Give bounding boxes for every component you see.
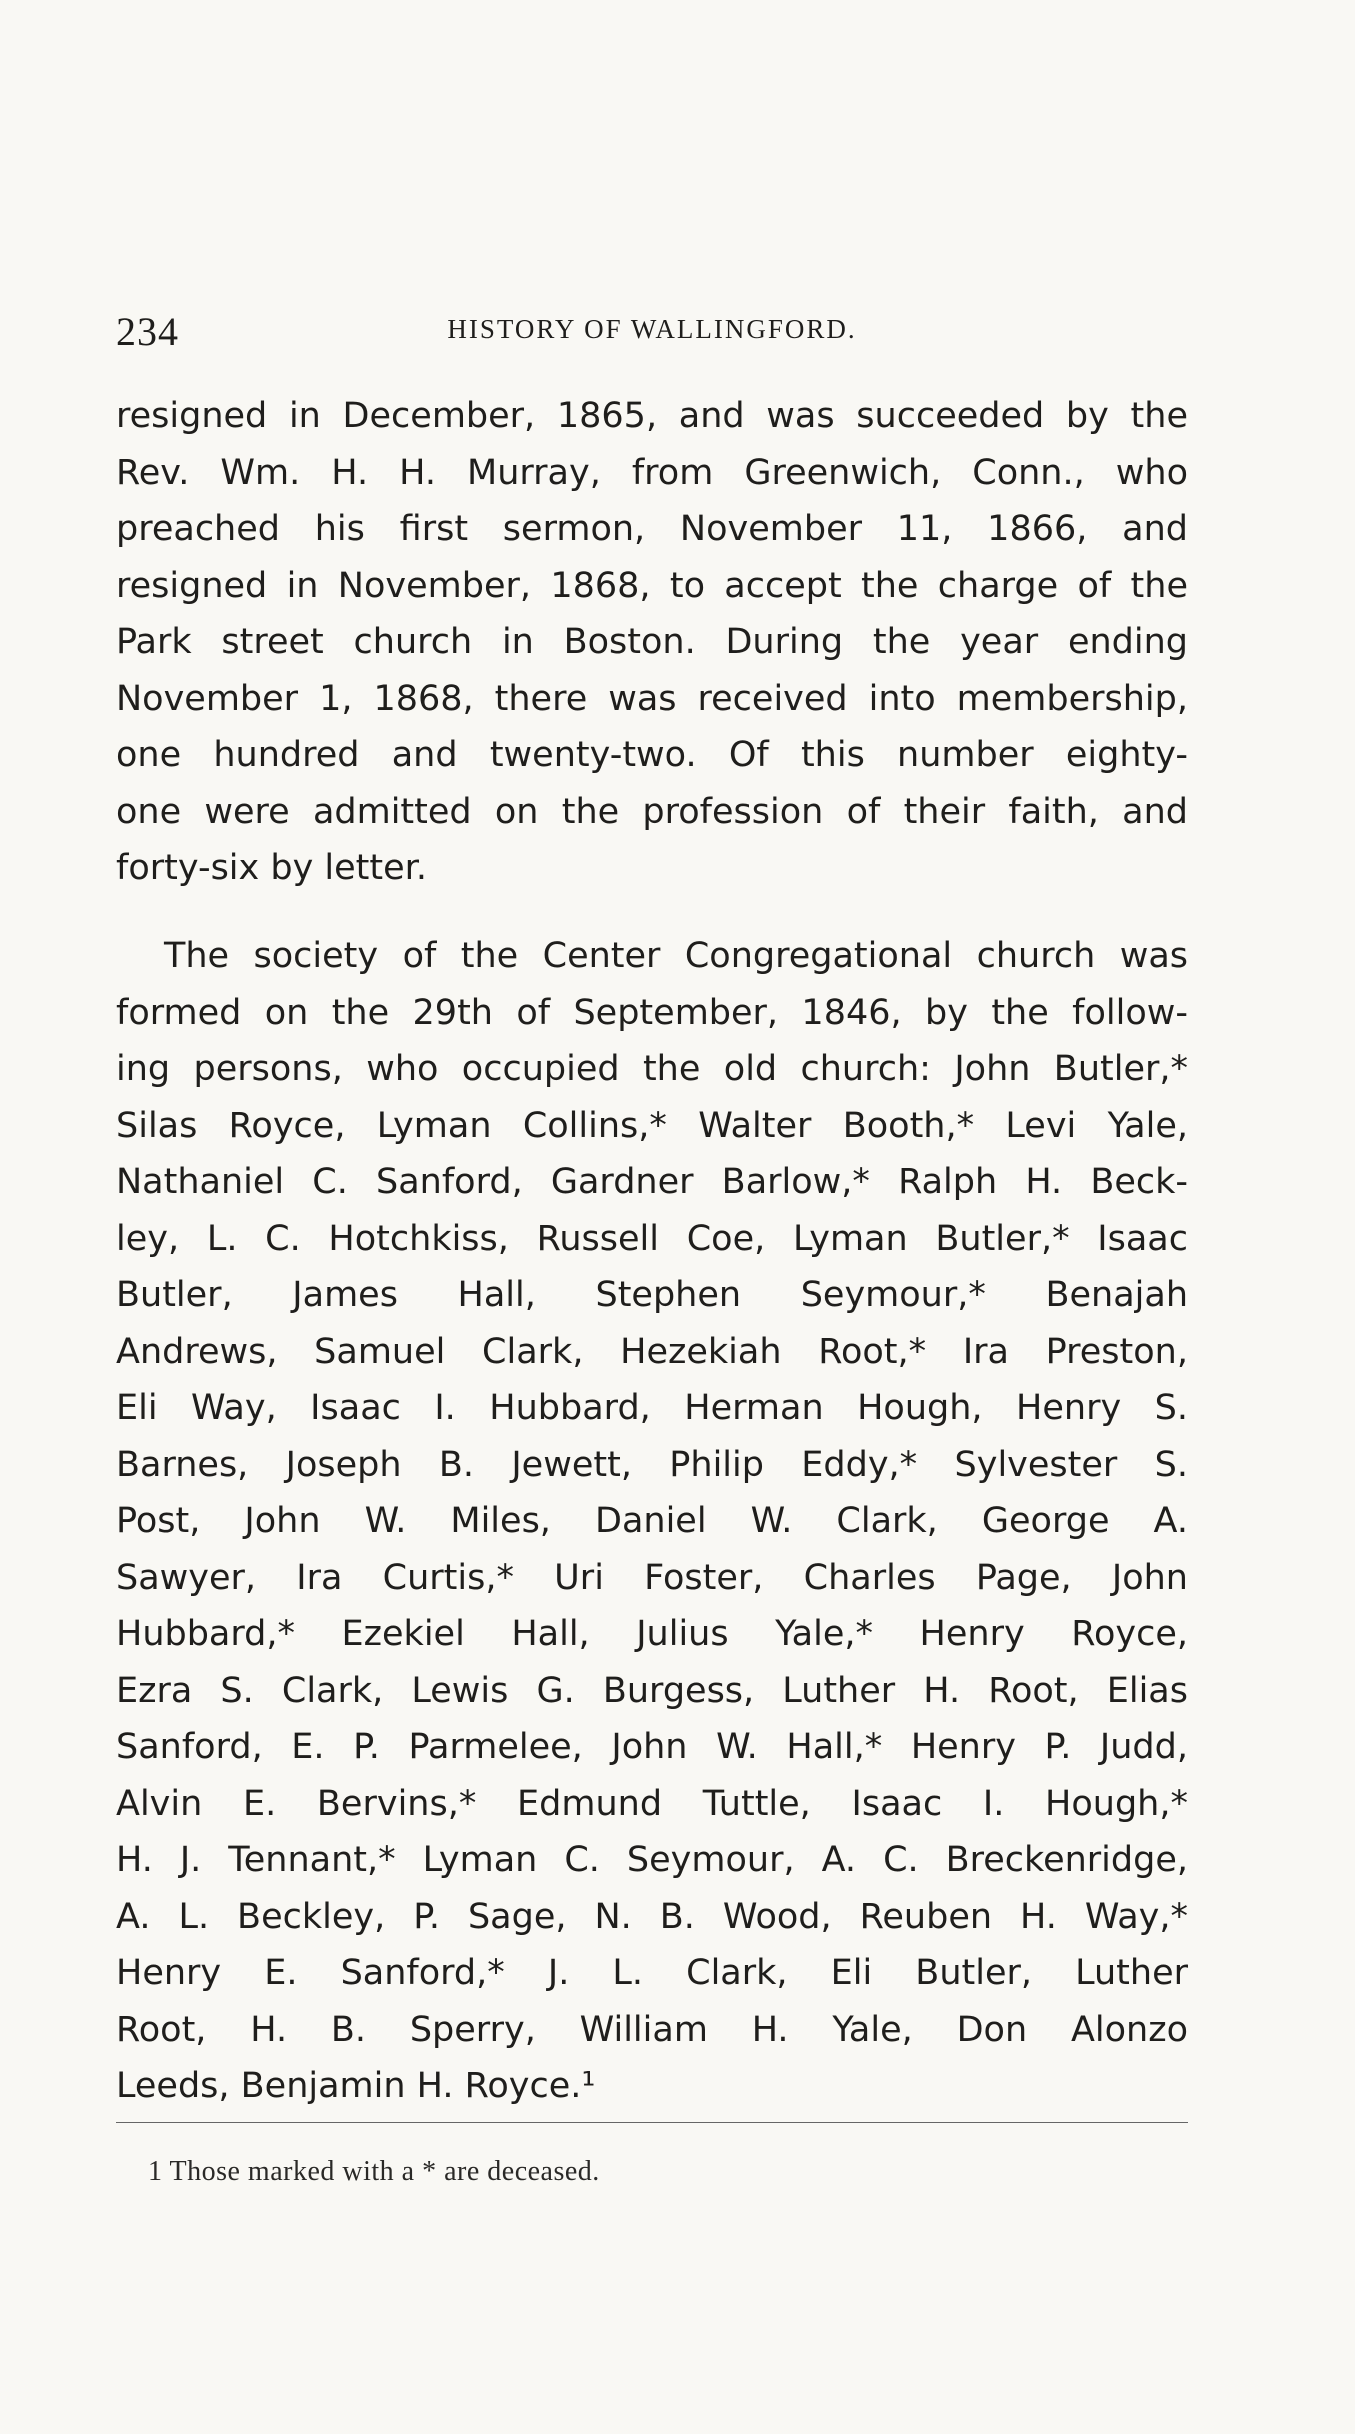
text-line: Root, H. B. Sperry, William H. Yale, Don Alonzo bbox=[116, 2009, 1188, 2050]
footnote: 1 Those marked with a * are deceased. bbox=[148, 2156, 600, 2187]
text-line: ing persons, who occupied the old church: John Butler,* bbox=[116, 1049, 1188, 1089]
text-line: forty-six by letter. bbox=[116, 848, 427, 888]
text-line: Sanford, E. P. Parmelee, John W. Hall,* Henry P. Judd, bbox=[116, 1727, 1188, 1767]
text-line: Andrews, Samuel Clark, Hezekiah Root,* Ira Preston, bbox=[116, 1331, 1188, 1372]
text-line: Hubbard,* Ezekiel Hall, Julius Yale,* Henry Royce, bbox=[116, 1614, 1188, 1654]
text-line: A. L. Beckley, P. Sage, N. B. Wood, Reuben H. Way,* bbox=[116, 1896, 1188, 1937]
text-line: Leeds, Benjamin H. Royce.¹ bbox=[116, 2066, 596, 2106]
text-line: one were admitted on the profession of their faith, and bbox=[116, 791, 1188, 832]
text-line: Sawyer, Ira Curtis,* Uri Foster, Charles Page, John bbox=[116, 1557, 1188, 1598]
page-number: 234 bbox=[116, 309, 179, 354]
text-line: resigned in December, 1865, and was succeeded by the bbox=[116, 396, 1188, 436]
footnote-divider bbox=[116, 2122, 1188, 2123]
text-line: November 1, 1868, there was received into membership, bbox=[116, 678, 1188, 719]
text-line: ley, L. C. Hotchkiss, Russell Coe, Lyman Butler,* Isaac bbox=[116, 1218, 1188, 1259]
text-line: Eli Way, Isaac I. Hubbard, Herman Hough, Henry S. bbox=[116, 1388, 1188, 1428]
text-line: preached his first sermon, November 11, 1866, and bbox=[116, 509, 1188, 549]
text-line: Park street church in Boston. During the year ending bbox=[116, 622, 1188, 662]
text-line: Butler, James Hall, Stephen Seymour,* Benajah bbox=[116, 1275, 1188, 1315]
text-line: The society of the Center Congregational church was bbox=[164, 936, 1188, 976]
text-line: Nathaniel C. Sanford, Gardner Barlow,* Ralph H. Beck- bbox=[116, 1162, 1188, 1202]
text-line: formed on the 29th of September, 1846, by the follow- bbox=[116, 992, 1188, 1033]
text-line: Silas Royce, Lyman Collins,* Walter Booth,* Levi Yale, bbox=[116, 1105, 1188, 1146]
text-line: Rev. Wm. H. H. Murray, from Greenwich, Conn., who bbox=[116, 452, 1188, 493]
text-line: resigned in November, 1868, to accept the charge of the bbox=[116, 565, 1188, 606]
text-line: H. J. Tennant,* Lyman C. Seymour, A. C. Breckenridge, bbox=[116, 1840, 1188, 1880]
page-header bbox=[116, 308, 1188, 358]
text-line: Alvin E. Bervins,* Edmund Tuttle, Isaac I. Hough,* bbox=[116, 1783, 1188, 1824]
text-line: one hundred and twenty-two. Of this number eighty- bbox=[116, 735, 1188, 775]
paragraph-1 bbox=[116, 388, 1188, 897]
text-line: Barnes, Joseph B. Jewett, Philip Eddy,* Sylvester S. bbox=[116, 1444, 1188, 1485]
paragraph-2 bbox=[116, 928, 1188, 2115]
running-head: HISTORY OF WALLINGFORD. bbox=[447, 314, 857, 344]
text-line: Post, John W. Miles, Daniel W. Clark, George A. bbox=[116, 1501, 1188, 1541]
text-line: Ezra S. Clark, Lewis G. Burgess, Luther H. Root, Elias bbox=[116, 1670, 1188, 1711]
text-line: Henry E. Sanford,* J. L. Clark, Eli Butler, Luther bbox=[116, 1953, 1188, 1993]
